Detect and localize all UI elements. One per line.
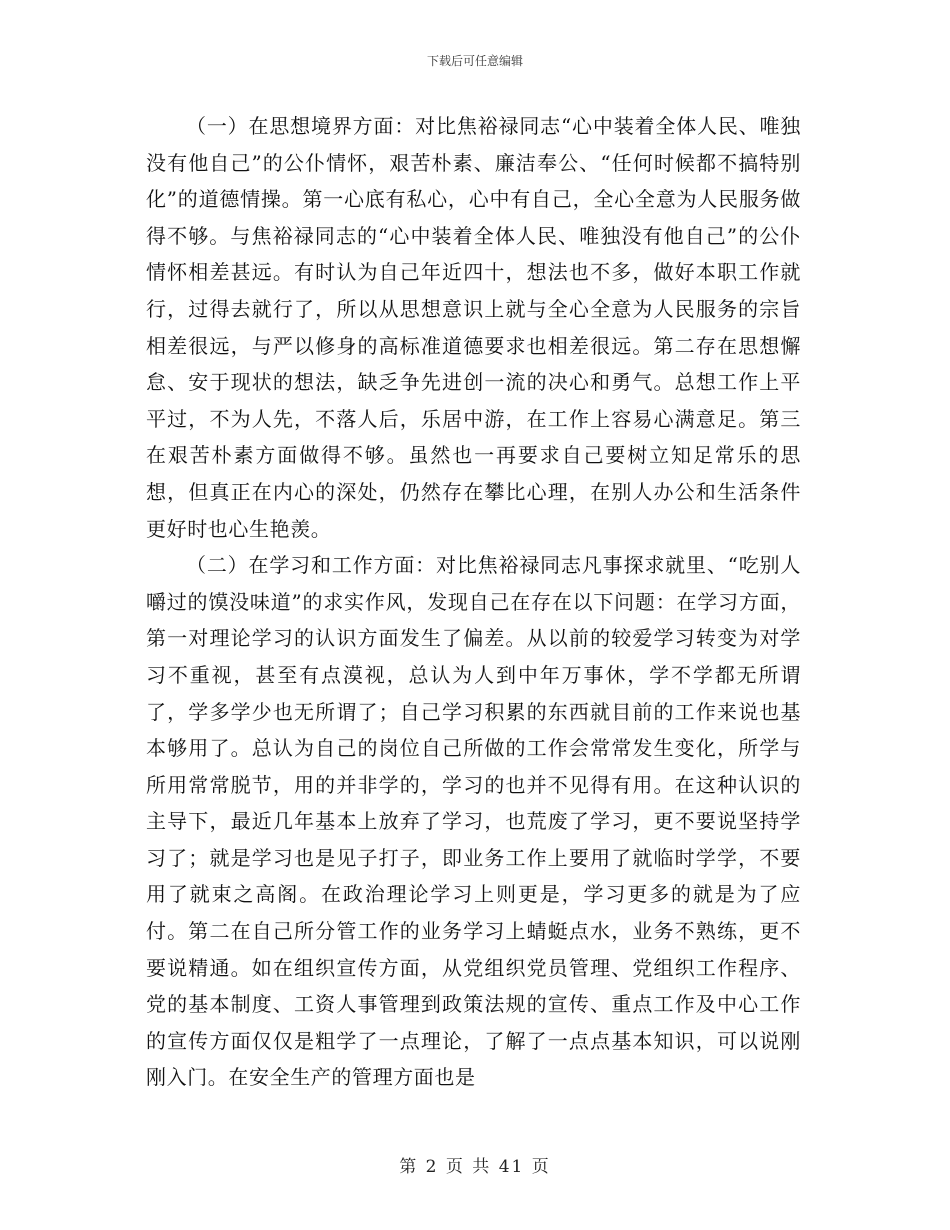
paragraph-2: （二）在学习和工作方面：对比焦裕禄同志凡事探求就里、“吃别人嚼过的馍没味道”的求实作风，发现自己在存在以下问题：在学习方面，第一对理论学习的认识方面发生了偏差。从以前的较爱学习转变为对学习不重视，甚至有点漠视，总认为人到中年万事休，学不学都无所谓了，学多学少也无所谓了；自己学习积累的东西就目前的工作来说也基本够用了。总认为自己的岗位自己所做的工作会常常发生变化，所学与所用常常脱节，用的并非学的，学习的也并不见得有用。在这种认识的主导下，最近几年基本上放弃了学习，也荒废了学习，更不要说坚持学习了；就是学习也是见子打子，即业务工作上要用了就临时学学，不要用了就束之高阁。在政治理论学习上则更是，学习更多的就是为了应付。第二在自己所分管工作的业务学习上蜻蜓点水，业务不熟练，更不要说精通。如在组织宣传方面，从党组织党员管理、党组织工作程序、党的基本制度、工资人事管理到政策法规的宣传、重点工作及中心工作的宣传方面仅仅是粗学了一点理论，了解了一点点基本知识，可以说刚刚入门。在安全生产的管理方面也是 [146,553,801,1090]
page-number-footer: 第 2 页 共 41 页 [399,1157,551,1177]
header-note: 下载后可任意编辑 [426,54,523,68]
body-text [146,108,801,1096]
paragraph-1: （一）在思想境界方面：对比焦裕禄同志“心中装着全体人民、唯独没有他自己”的公仆情怀，艰苦朴素、廉洁奉公、“任何时候都不搞特别化”的道德情操。第一心底有私心，心中有自己，全心全意为人民服务做得不够。与焦裕禄同志的“心中装着全体人民、唯独没有他自己”的公仆情怀相差甚远。有时认为自己年近四十，想法也不多，做好本职工作就行，过得去就行了，所以从思想意识上就与全心全意为人民服务的宗旨相差很远，与严以修身的高标准道德要求也相差很远。第二存在思想懈怠、安于现状的想法，缺乏争先进创一流的决心和勇气。总想工作上平平过，不为人先，不落人后，乐居中游，在工作上容易心满意足。第三在艰苦朴素方面做得不够。虽然也一再要求自己要树立知足常乐的思想，但真正在内心的深处，仍然存在攀比心理，在别人办公和生活条件更好时也心生艳羡。 [146,114,801,541]
